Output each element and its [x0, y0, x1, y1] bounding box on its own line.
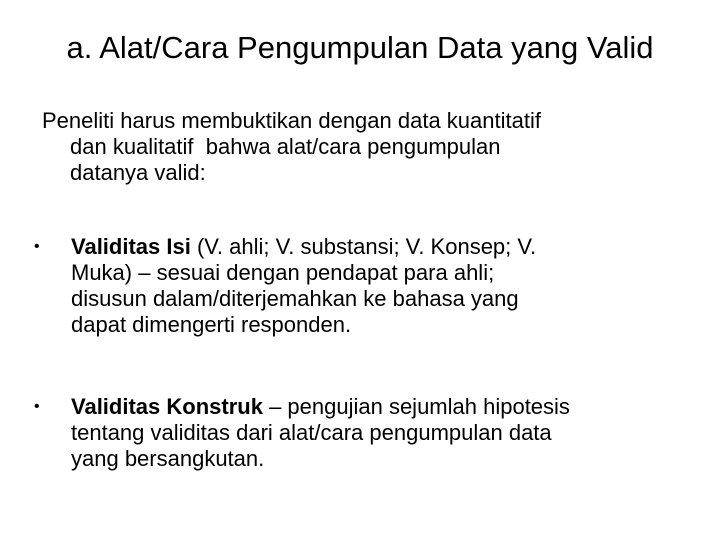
bullet-marker-2: •	[34, 398, 40, 415]
bullet-2-line-2: tentang validitas dari alat/cara pengumpulan data	[71, 420, 552, 445]
bullet-2-line-1	[34, 394, 694, 420]
bullet-1-term: Validitas Isi	[71, 234, 191, 259]
bullet-2-first-line-rest: – pengujian sejumlah hipotesis	[262, 394, 570, 419]
bullet-validitas-isi	[34, 234, 694, 338]
bullet-1-line-3: disusun dalam/diterjemahkan ke bahasa yang	[71, 286, 519, 311]
intro-line-3: datanya valid:	[70, 160, 206, 185]
bullet-2-line-3: yang bersangkutan.	[71, 446, 265, 471]
bullet-1-line-1	[34, 234, 694, 260]
bullet-1-first-line-rest: (V. ahli; V. substansi; V. Konsep; V.	[190, 234, 537, 259]
bullet-validitas-konstruk	[34, 394, 694, 472]
intro-paragraph	[42, 108, 692, 186]
bullet-1-line-2: Muka) – sesuai dengan pendapat para ahli;	[71, 260, 495, 285]
slide-title: a. Alat/Cara Pengumpulan Data yang Valid	[66, 30, 654, 65]
bullet-2-term: Validitas Konstruk	[71, 394, 263, 419]
intro-line-1: Peneliti harus membuktikan dengan data kuantitatif	[42, 108, 541, 133]
intro-line-2: dan kualitatif bahwa alat/cara pengumpulan	[70, 134, 501, 159]
bullet-1-line-4: dapat dimengerti responden.	[71, 312, 352, 337]
bullet-marker-1: •	[34, 238, 40, 255]
